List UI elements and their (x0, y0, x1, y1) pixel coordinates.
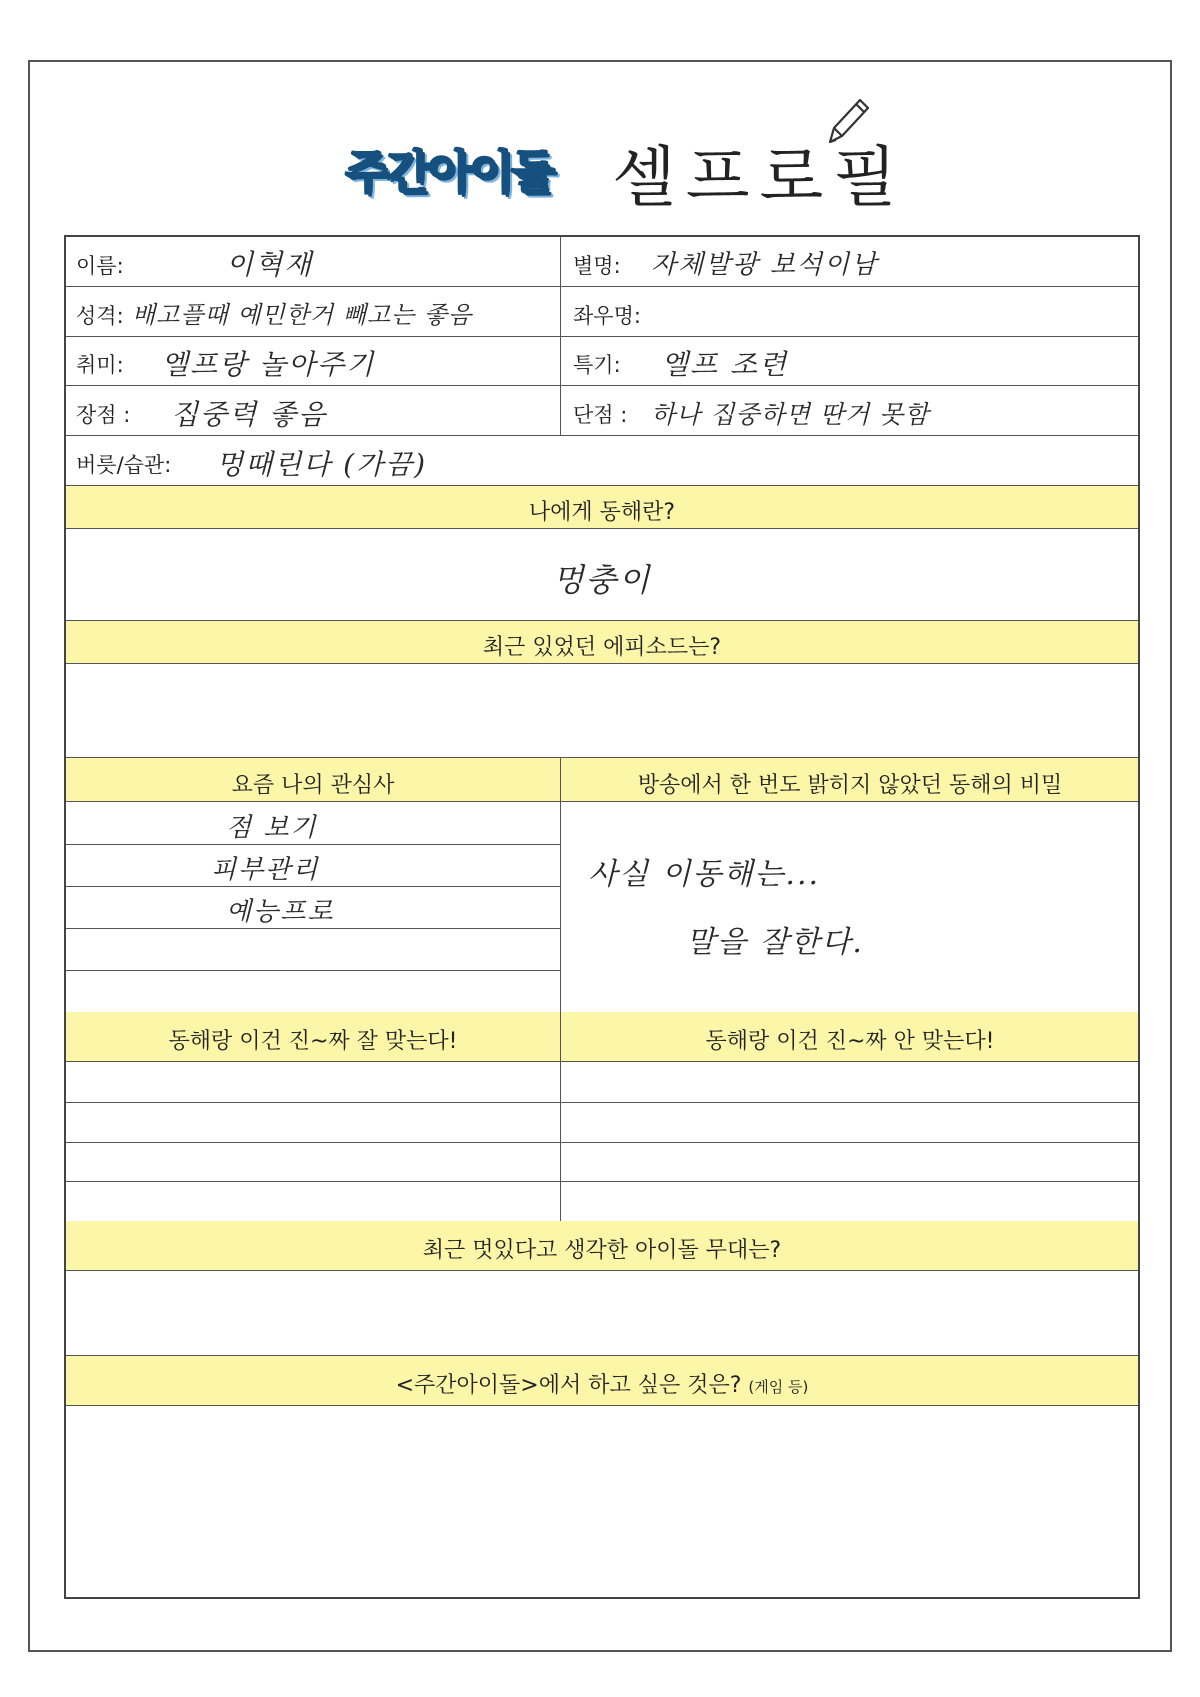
personality-label: 성격: (76, 304, 124, 328)
match-line (66, 1181, 1138, 1182)
profile-form (64, 235, 1140, 1599)
talent-label: 특기: (573, 353, 621, 377)
row-name (66, 237, 1138, 287)
row-hobby (66, 337, 1138, 386)
interest-line (66, 844, 560, 845)
interest-line (66, 970, 560, 971)
interest-question: 요즘 나의 관심사 (231, 773, 395, 798)
row-strength (66, 386, 1138, 436)
wish-question-line (66, 1368, 1138, 1399)
match-divider (560, 1012, 561, 1221)
motto-label: 좌우명: (573, 304, 641, 328)
strength-label: 장점 : (76, 403, 131, 427)
band-interest-secret (66, 758, 1138, 802)
strength-value: 집중력 좋음 (171, 398, 328, 431)
pencil-icon (822, 92, 874, 148)
stage-answer-area (66, 1271, 1138, 1356)
hobby-label: 취미: (76, 353, 124, 377)
match-line (66, 1102, 1138, 1103)
talent-value: 엘프 조련 (661, 348, 789, 381)
match-line (66, 1142, 1138, 1143)
band-match (66, 1012, 1138, 1062)
hobby-value: 엘프랑 놀아주기 (161, 348, 376, 381)
wish-note: (게임 등) (748, 1378, 809, 1396)
wish-question: <주간아이돌>에서 하고 싶은 것은? (395, 1373, 742, 1398)
habit-label: 버릇/습관: (76, 453, 172, 477)
wish-answer-area (66, 1406, 1138, 1597)
interest-line (66, 928, 560, 929)
logo-text (345, 136, 552, 202)
mismatch-question: 동해랑 이건 진~짜 안 맞는다! (705, 1029, 995, 1054)
secret-line-2: 말을 잘한다. (686, 925, 864, 960)
secret-line-1: 사실 이동해는... (588, 857, 821, 892)
interest-item-3: 예능프로 (226, 897, 335, 927)
field-divider (560, 237, 561, 436)
logo-text-1: 주간 (345, 145, 428, 199)
band-donghae (66, 486, 1138, 529)
interest-divider (560, 758, 561, 1012)
band-wish (66, 1356, 1138, 1406)
row-personality (66, 287, 1138, 337)
donghae-question: 나에게 동해란? (528, 500, 676, 525)
name-label: 이름: (76, 254, 124, 278)
interest-item-1: 점 보기 (226, 813, 318, 843)
nickname-label: 별명: (573, 254, 621, 278)
donghae-answer: 멍충이 (552, 561, 652, 599)
donghae-answer-area (66, 529, 1138, 621)
personality-value: 배고플때 예민한거 빼고는 좋음 (132, 301, 473, 329)
episode-answer-area (66, 664, 1138, 758)
name-value: 이혁재 (226, 248, 314, 281)
band-episode (66, 621, 1138, 664)
weakness-value: 하나 집중하면 딴거 못함 (651, 400, 930, 429)
page-title: 셀프로필 (612, 139, 908, 216)
weakness-label: 단점 : (573, 403, 628, 427)
interest-item-2: 피부관리 (211, 855, 320, 885)
habit-value: 멍때린다 (가끔) (216, 448, 428, 481)
weekly-idol-logo (345, 128, 585, 206)
logo-text-2: 아이돌 (427, 145, 553, 199)
episode-question: 최근 있었던 에피소드는? (482, 635, 722, 660)
nickname-value: 자체발광 보석이남 (651, 250, 879, 280)
row-habit (66, 436, 1138, 486)
interest-line (66, 886, 560, 887)
secret-question: 방송에서 한 번도 밝히지 않았던 동해의 비밀 (637, 773, 1063, 798)
band-stage (66, 1221, 1138, 1271)
stage-question: 최근 멋있다고 생각한 아이돌 무대는? (422, 1238, 782, 1263)
match-question: 동해랑 이건 진~짜 잘 맞는다! (168, 1029, 458, 1054)
